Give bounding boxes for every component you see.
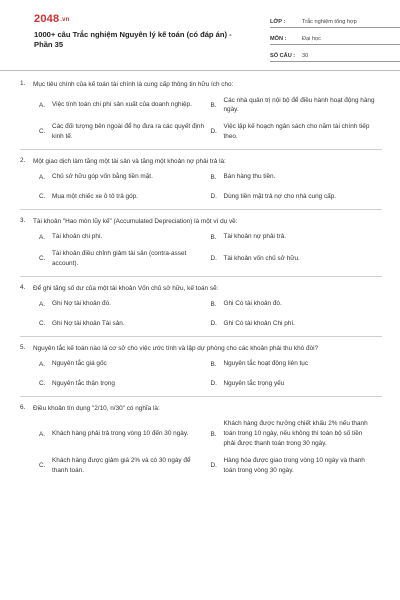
option-letter: A. (39, 233, 46, 241)
header (18, 0, 382, 64)
question-3 (20, 217, 382, 269)
meta-label: MÔN : (270, 36, 287, 42)
meta-value: Trắc nghiệm tổng hợp (302, 19, 357, 25)
option-row (39, 319, 382, 329)
option-letter: C. (39, 255, 46, 263)
meta-row-class (270, 14, 400, 28)
header-divider (0, 70, 400, 71)
option-row (39, 232, 382, 242)
option-letter: A. (39, 360, 46, 368)
question-6 (20, 404, 382, 475)
option-text: Ghi Có tài khoản Chi phí. (223, 319, 295, 327)
option-text: Nguyên tắc thận trọng (52, 380, 115, 388)
question-number: 6. (20, 403, 26, 411)
option-c[interactable] (39, 122, 211, 142)
option-a[interactable] (39, 359, 211, 369)
question-list (20, 80, 382, 475)
option-letter: B. (210, 233, 217, 241)
question-text: Điều khoản tín dụng "2/10, n/30" có nghĩa là: (33, 404, 160, 412)
meta-value: Đại học (302, 36, 321, 42)
option-text: Tài khoản nợ phải trả. (223, 233, 286, 241)
option-text: Tài khoản vốn chủ sở hữu. (223, 254, 300, 262)
option-list (39, 299, 382, 329)
meta-row-count (270, 48, 400, 62)
option-text: Tài khoản điều chỉnh giảm tài sản (contra-asset account). (52, 250, 187, 267)
option-a[interactable] (39, 232, 211, 242)
option-b[interactable] (211, 299, 383, 309)
option-list (39, 419, 382, 475)
question-number: 4. (20, 283, 26, 291)
option-text: Ghi Nợ tài khoản Tài sản. (52, 319, 125, 327)
option-d[interactable] (211, 379, 383, 389)
option-letter: A. (39, 173, 46, 181)
question-divider (20, 276, 382, 277)
option-letter: A. (39, 101, 46, 109)
option-letter: B. (210, 173, 217, 181)
option-letter: B. (210, 300, 217, 308)
option-letter: C. (39, 193, 46, 201)
meta-row-subject (270, 31, 400, 45)
option-d[interactable] (211, 456, 383, 476)
option-letter: B. (210, 101, 217, 109)
meta-label: SỐ CÂU : (270, 53, 296, 59)
option-d[interactable] (211, 122, 383, 142)
option-letter: B. (210, 430, 217, 438)
option-letter: A. (39, 430, 46, 438)
option-letter: D. (210, 462, 217, 470)
question-text: Mục tiêu chính của kế toán tài chính là cung cấp thông tin hữu ích cho: (33, 81, 234, 88)
option-letter: C. (39, 380, 46, 388)
option-text: Mua một chiếc xe ô tô trả góp. (52, 192, 138, 200)
option-text: Việc lập kế hoạch ngân sách cho năm tài chính tiếp theo. (223, 123, 370, 140)
site-logo[interactable] (34, 13, 70, 25)
option-row (39, 456, 382, 476)
option-text: Tài khoản chi phí. (52, 233, 103, 241)
question-number: 1. (20, 80, 26, 87)
option-letter: D. (210, 255, 217, 263)
option-letter: D. (210, 320, 217, 328)
option-text: Bán hàng thu tiền. (223, 173, 276, 181)
option-c[interactable] (39, 456, 211, 476)
question-text: Tài khoản "Hao mòn lũy kế" (Accumulated Depreciation) là một ví dụ về: (33, 217, 238, 225)
question-number: 3. (20, 216, 26, 224)
question-number: 5. (20, 343, 26, 351)
option-letter: C. (39, 462, 46, 470)
option-b[interactable] (211, 96, 383, 116)
option-d[interactable] (211, 319, 383, 329)
option-list (39, 359, 382, 389)
option-c[interactable] (39, 319, 211, 329)
question-text: Nguyên tắc kế toán nào là cơ sở cho việc ước tính và lập dự phòng cho các khoản phải thu khó đòi? (33, 344, 319, 352)
option-text: Dùng tiền mặt trả nợ cho nhà cung cấp. (223, 192, 337, 200)
meta-box (270, 14, 400, 65)
question-text: Để ghi tăng số dư của một tài khoản Vốn chủ sở hữu, kế toán sẽ: (33, 284, 219, 292)
option-letter: C. (39, 128, 46, 136)
question-2 (20, 157, 382, 202)
option-c[interactable] (39, 192, 211, 202)
question-5 (20, 344, 382, 389)
option-letter: C. (39, 320, 46, 328)
option-list (39, 172, 382, 202)
option-c[interactable] (39, 249, 211, 269)
option-a[interactable] (39, 100, 211, 110)
question-divider (20, 209, 382, 210)
option-row (39, 359, 382, 369)
option-list (39, 96, 382, 142)
option-text: Các nhà quản trị nội bộ để điều hành hoạt động hàng ngày. (223, 96, 375, 114)
question-1 (20, 80, 382, 142)
option-letter: D. (210, 193, 217, 201)
option-text: Ghi Có tài khoản đó. (223, 300, 282, 308)
option-row (39, 172, 382, 182)
logo-main: 2048 (34, 13, 60, 25)
option-a[interactable] (39, 299, 211, 309)
option-text: Nguyên tắc trọng yếu (223, 380, 285, 388)
option-text: Chủ sở hữu góp vốn bằng tiền mặt. (52, 173, 153, 181)
option-a[interactable] (39, 429, 211, 439)
option-row (39, 122, 382, 142)
option-b[interactable] (211, 419, 383, 448)
question-divider (20, 336, 382, 337)
option-letter: D. (210, 380, 217, 388)
option-b[interactable] (211, 172, 383, 182)
option-d[interactable] (211, 254, 383, 264)
option-list (39, 232, 382, 268)
option-row (39, 299, 382, 309)
option-row (39, 192, 382, 202)
question-number: 2. (20, 156, 26, 164)
option-c[interactable] (39, 379, 211, 389)
option-text: Các đối tượng bên ngoài để họ đưa ra các quyết định kinh tế. (52, 123, 205, 140)
option-text: Khách hàng được hưởng chiết khấu 2% nếu thanh toán trong 10 ngày, nếu không thì toàn bộ số tiền phải được thanh toán trong 30 ngày. (223, 420, 368, 447)
option-text: Khách hàng được giảm giá 2% và có 30 ngày để thanh toán. (52, 456, 191, 474)
option-a[interactable] (39, 172, 211, 182)
option-letter: A. (39, 300, 46, 308)
option-d[interactable] (211, 192, 383, 202)
option-letter: B. (210, 360, 217, 368)
meta-value: 30 (302, 53, 309, 59)
option-b[interactable] (211, 359, 383, 369)
option-row (39, 96, 382, 116)
option-b[interactable] (211, 232, 383, 242)
option-text: Việc tính toán chi phí sản xuất của doanh nghiệp. (52, 101, 192, 109)
option-text: Nguyên tắc hoạt động liên tục (223, 360, 309, 368)
question-text: Một giao dịch làm tăng một tài sản và tăng một khoản nợ phải trả là: (33, 157, 226, 165)
document-title: 1000+ câu Trắc nghiệm Nguyên lý kế toán (có đáp án) - Phần 35 (34, 30, 232, 49)
option-text: Hàng hóa được giao trong vòng 10 ngày và thanh toán trong vòng 30 ngày. (223, 456, 365, 474)
option-text: Ghi Nợ tài khoản đó. (52, 300, 111, 308)
meta-label: LỚP : (270, 19, 286, 25)
option-text: Nguyên tắc giá gốc (52, 360, 107, 368)
question-divider (20, 149, 382, 150)
option-row (39, 249, 382, 269)
option-text: Khách hàng phải trả trong vòng 10 đến 30 ngày. (52, 430, 189, 438)
logo-tld: .vn (60, 17, 70, 23)
option-row (39, 419, 382, 448)
option-letter: D. (210, 128, 217, 136)
option-row (39, 379, 382, 389)
question-divider (20, 396, 382, 397)
question-4 (20, 284, 382, 329)
